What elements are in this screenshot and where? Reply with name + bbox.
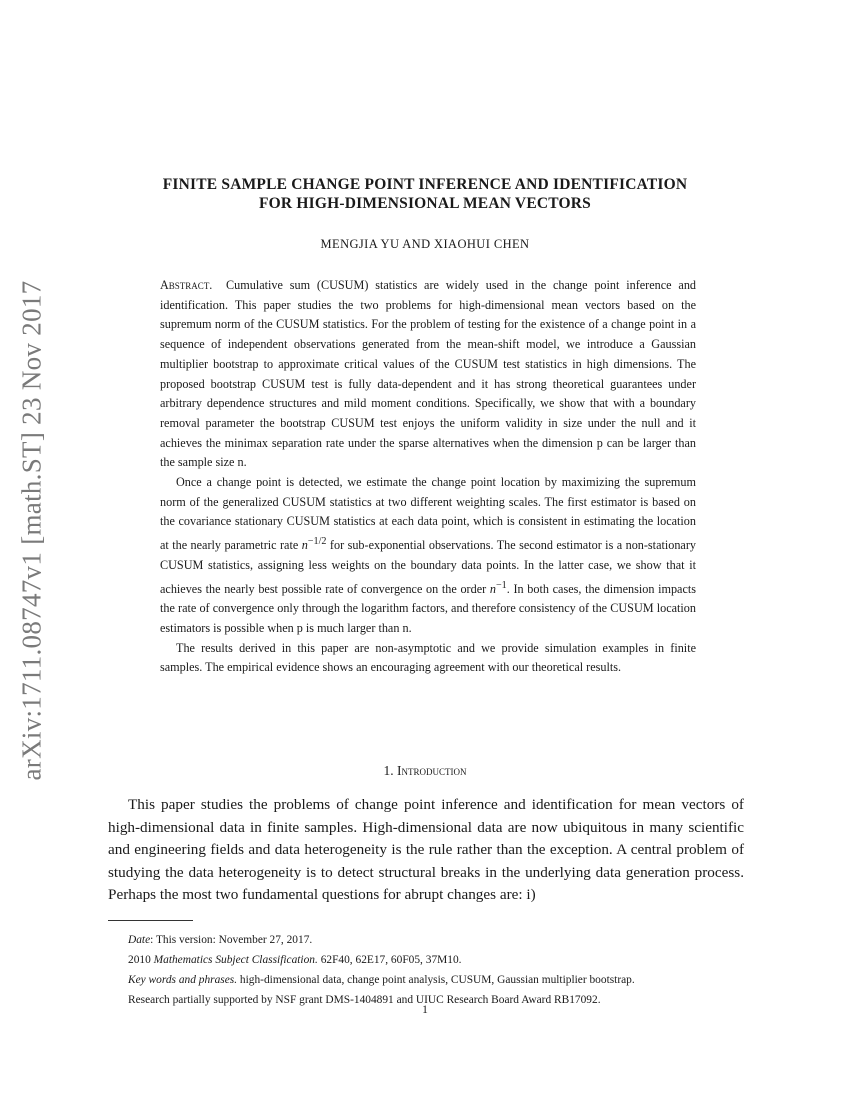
msc-text: 62F40, 62E17, 60F05, 37M10. [317, 954, 462, 966]
page-number: 1 [422, 1004, 428, 1016]
rate-exponent-2: −1 [495, 579, 507, 591]
abstract-label: Abstract. [160, 278, 213, 292]
msc-prefix: 2010 [128, 954, 154, 966]
intro-paragraph: This paper studies the problems of change point inference and identification for mean vectors of high-dimensional data in finite samples. High-dimensional data are now ubiquitous in many scientific and engineering fields and data heterogeneity is the rule rather than the exception. A central problem of studying the data heterogeneity is to detect structural breaks in the underlying data generation process. Perhaps the most two fundamental questions for abrupt changes are: i) [108, 796, 744, 903]
section-title: Introduction [397, 763, 467, 778]
abstract-p1-text: Cumulative sum (CUSUM) statistics are widely used in the change point inference and identification. This paper studies the two problems for high-dimensional mean vectors based on the supremum norm of the CUSUM statistics. For the problem of testing for the existence of a change point in a sequence of independent observations generated from the mean-shift model, we introduce a Gaussian multiplier bootstrap to approximate critical values of the CUSUM test statistics in high dimensions. The proposed bootstrap CUSUM test is fully data-dependent and it has strong theoretical guarantees under arbitrary dependence structures and mild moment conditions. Specifically, we show that with a boundary removal parameter the bootstrap CUSUM test enjoys the uniform validity in size under the null and it achieves the minimax separation rate under the sparse alternatives when the dimension p can be larger than the sample size n. [160, 278, 697, 470]
abstract-p2-c: . In both cases, the dimension impacts the rate of convergence only through the logarithm factors, and therefore consistency of the CUSUM location estimators is possible when p is much larger than n. [160, 581, 696, 636]
title-line-1: FINITE SAMPLE CHANGE POINT INFERENCE AND IDENTIFICATION [162, 176, 688, 193]
rate-symbol-2: n [489, 581, 496, 596]
abstract-paragraph-3: The results derived in this paper are non-asymptotic and we provide simulation examples in finite samples. The empirical evidence shows an encouraging agreement with our theoretical results. [160, 640, 696, 675]
footnote-date [108, 930, 748, 950]
keywords-text: high-dimensional data, change point analysis, CUSUM, Gaussian multiplier bootstrap. [237, 974, 635, 986]
abstract-paragraph-2 [160, 473, 696, 639]
rate-symbol-1: n [301, 538, 308, 553]
rate-exponent-1: −1/2 [307, 536, 327, 548]
section-number: 1. [383, 763, 394, 778]
authors: MENGJIA YU AND XIAOHUI CHEN [320, 237, 530, 251]
abstract-p2-b: for sub-exponential observations. The second estimator is a non-stationary CUSUM statistics, assigning less weights on the boundary data points. In the latter case, we show that it achieves the nearly best possible rate of convergence on the order [160, 538, 696, 596]
footnote-support: Research partially supported by NSF grant DMS-1404891 and UIUC Research Board Award RB17092. [128, 994, 601, 1006]
footnotes [108, 930, 748, 1010]
date-text: : This version: November 27, 2017. [150, 934, 313, 946]
introduction-body [108, 794, 744, 907]
abstract [160, 276, 696, 678]
date-label: Date [128, 934, 151, 946]
arxiv-side-stamp [12, 270, 52, 790]
title-line-2: FOR HIGH-DIMENSIONAL MEAN VECTORS [258, 195, 591, 212]
footnote-msc [108, 950, 748, 970]
paper-title [105, 175, 745, 213]
msc-label: Mathematics Subject Classification. [153, 954, 318, 966]
keywords-label: Key words and phrases. [128, 974, 238, 986]
footnote-keywords [108, 970, 748, 990]
abstract-p2-a: Once a change point is detected, we estimate the change point location by maximizing the supremum norm of the generalized CUSUM statistics at two different weighting scales. The first estimator is based on the covariance stationary CUSUM statistics at each data point, which is consistent in estimating the location at the nearly parametric rate [160, 475, 696, 553]
footnote-rule [108, 920, 193, 921]
section-heading-introduction [105, 763, 745, 779]
abstract-paragraph-1 [160, 276, 696, 473]
arxiv-identifier: arXiv:1711.08747v1 [math.ST] 23 Nov 2017 [16, 280, 47, 780]
